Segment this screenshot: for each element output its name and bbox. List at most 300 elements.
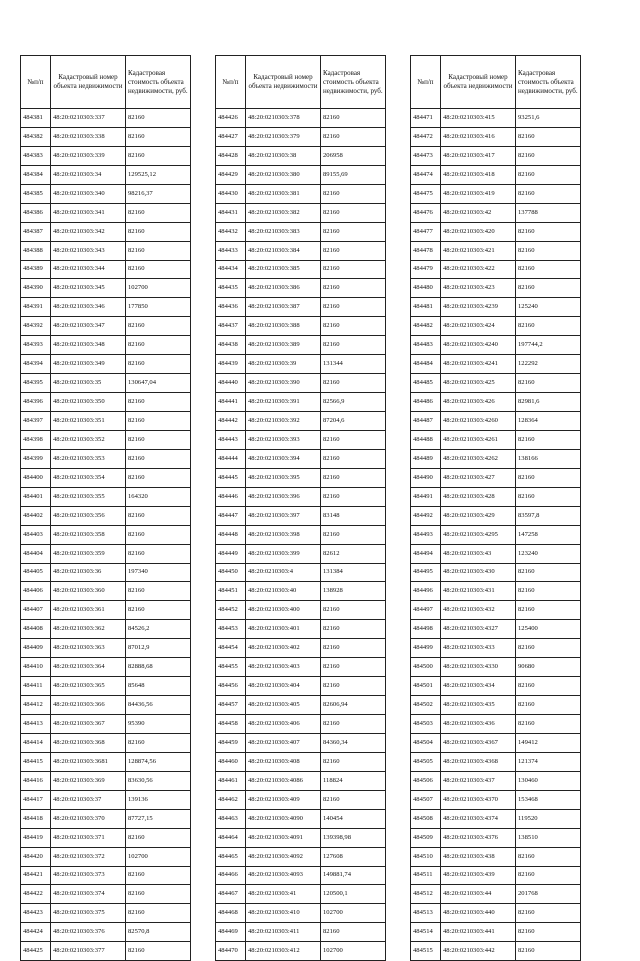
- cadastral-number: 48:20:0210303:440: [441, 904, 516, 923]
- table-row: [21, 696, 191, 715]
- cadastral-number: 48:20:0210303:341: [51, 203, 126, 222]
- table-row: [216, 601, 386, 620]
- row-number: 484384: [21, 165, 51, 184]
- row-number: 484498: [411, 620, 441, 639]
- table-row: [411, 468, 581, 487]
- table-row: [411, 904, 581, 923]
- cadastral-number: 48:20:0210303:354: [51, 468, 126, 487]
- row-number: 484436: [216, 298, 246, 317]
- cadastral-number: 48:20:0210303:4376: [441, 828, 516, 847]
- cadastral-number: 48:20:0210303:401: [246, 620, 321, 639]
- table-row: [216, 222, 386, 241]
- cadastral-cost: 82160: [321, 620, 386, 639]
- cadastral-number: 48:20:0210303:4091: [246, 828, 321, 847]
- row-number: 484452: [216, 601, 246, 620]
- cadastral-cost: 82160: [126, 468, 191, 487]
- cadastral-number: 48:20:0210303:383: [246, 222, 321, 241]
- cadastral-number: 48:20:0210303:4374: [441, 809, 516, 828]
- cadastral-number: 48:20:0210303:365: [51, 677, 126, 696]
- cadastral-number: 48:20:0210303:42: [441, 203, 516, 222]
- row-number: 484392: [21, 317, 51, 336]
- cadastral-number: 48:20:0210303:374: [51, 885, 126, 904]
- table-row: [21, 771, 191, 790]
- table-row: [411, 885, 581, 904]
- cadastral-cost: 82160: [321, 127, 386, 146]
- cadastral-cost: 82160: [126, 544, 191, 563]
- table-row: [411, 696, 581, 715]
- cadastral-cost: 98216,37: [126, 184, 191, 203]
- cadastral-cost: 125240: [516, 298, 581, 317]
- table-row: [411, 336, 581, 355]
- table-row: [21, 601, 191, 620]
- table-row: [216, 317, 386, 336]
- row-number: 484383: [21, 146, 51, 165]
- row-number: 484446: [216, 487, 246, 506]
- cadastral-number: 48:20:0210303:389: [246, 336, 321, 355]
- table-row: [21, 658, 191, 677]
- table-row: [216, 525, 386, 544]
- row-number: 484510: [411, 847, 441, 866]
- cadastral-number: 48:20:0210303:37: [51, 790, 126, 809]
- cadastral-number: 48:20:0210303:438: [441, 847, 516, 866]
- cadastral-cost: 82160: [321, 336, 386, 355]
- row-number: 484431: [216, 203, 246, 222]
- cadastral-number: 48:20:0210303:402: [246, 639, 321, 658]
- table-row: [21, 904, 191, 923]
- cadastral-number: 48:20:0210303:3681: [51, 752, 126, 771]
- cadastral-cost: 82160: [321, 203, 386, 222]
- table-row: [411, 317, 581, 336]
- row-number: 484445: [216, 468, 246, 487]
- cadastral-number: 48:20:0210303:409: [246, 790, 321, 809]
- table-row: [411, 241, 581, 260]
- cadastral-number: 48:20:0210303:356: [51, 506, 126, 525]
- table-row: [411, 355, 581, 374]
- row-number: 484474: [411, 165, 441, 184]
- cadastral-cost: 82570,8: [126, 923, 191, 942]
- table-row: [216, 677, 386, 696]
- cadastral-number: 48:20:0210303:367: [51, 715, 126, 734]
- row-number: 484434: [216, 260, 246, 279]
- table-row: [21, 336, 191, 355]
- cadastral-number: 48:20:0210303:422: [441, 260, 516, 279]
- cadastral-number: 48:20:0210303:338: [51, 127, 126, 146]
- cadastral-cost: 82160: [126, 146, 191, 165]
- row-number: 484449: [216, 544, 246, 563]
- cadastral-number: 48:20:0210303:362: [51, 620, 126, 639]
- cadastral-number: 48:20:0210303:366: [51, 696, 126, 715]
- cadastral-number: 48:20:0210303:363: [51, 639, 126, 658]
- table-row: [21, 506, 191, 525]
- table-row: [216, 430, 386, 449]
- row-number: 484472: [411, 127, 441, 146]
- row-number: 484477: [411, 222, 441, 241]
- cadastral-cost: 82606,94: [321, 696, 386, 715]
- cadastral-cost: 82160: [321, 279, 386, 298]
- cadastral-cost: 82160: [321, 487, 386, 506]
- cadastral-number: 48:20:0210303:425: [441, 374, 516, 393]
- row-number: 484497: [411, 601, 441, 620]
- cadastral-cost: 82160: [321, 184, 386, 203]
- table-row: [411, 506, 581, 525]
- table-row: [21, 487, 191, 506]
- cadastral-number: 48:20:0210303:412: [246, 942, 321, 961]
- table-row: [216, 184, 386, 203]
- table-row: [21, 715, 191, 734]
- cadastral-cost: 128364: [516, 412, 581, 431]
- table-row: [216, 279, 386, 298]
- cadastral-number: 48:20:0210303:385: [246, 260, 321, 279]
- table-row: [411, 563, 581, 582]
- cadastral-number: 48:20:0210303:4090: [246, 809, 321, 828]
- cadastral-number: 48:20:0210303:400: [246, 601, 321, 620]
- row-number: 484398: [21, 430, 51, 449]
- table-row: [411, 942, 581, 961]
- table-row: [216, 696, 386, 715]
- table-row: [21, 677, 191, 696]
- row-number: 484417: [21, 790, 51, 809]
- table-row: [21, 866, 191, 885]
- cadastral-number: 48:20:0210303:380: [246, 165, 321, 184]
- row-number: 484509: [411, 828, 441, 847]
- cadastral-cost: 82160: [321, 449, 386, 468]
- cadastral-cost: 82160: [126, 828, 191, 847]
- table-row: [216, 336, 386, 355]
- table-row: [21, 165, 191, 184]
- cadastral-cost: 82160: [516, 374, 581, 393]
- row-number: 484457: [216, 696, 246, 715]
- cadastral-number: 48:20:0210303:416: [441, 127, 516, 146]
- cadastral-cost: 82160: [126, 355, 191, 374]
- table-row: [216, 260, 386, 279]
- table-row: [411, 923, 581, 942]
- table-row: [216, 828, 386, 847]
- cadastral-number: 48:20:0210303:360: [51, 582, 126, 601]
- row-number: 484426: [216, 109, 246, 128]
- cadastral-cost: 82160: [516, 866, 581, 885]
- row-number: 484438: [216, 336, 246, 355]
- row-number: 484401: [21, 487, 51, 506]
- cadastral-number: 48:20:0210303:433: [441, 639, 516, 658]
- cadastral-cost: 197744,2: [516, 336, 581, 355]
- row-number: 484511: [411, 866, 441, 885]
- table-row: [411, 222, 581, 241]
- row-number: 484453: [216, 620, 246, 639]
- row-number: 484405: [21, 563, 51, 582]
- table-row: [21, 393, 191, 412]
- cadastral-number: 48:20:0210303:372: [51, 847, 126, 866]
- cadastral-cost: 82981,6: [516, 393, 581, 412]
- row-number: 484447: [216, 506, 246, 525]
- cadastral-cost: 82160: [126, 430, 191, 449]
- cadastral-cost: 82160: [321, 241, 386, 260]
- table-row: [411, 715, 581, 734]
- cadastral-cost: 102700: [126, 847, 191, 866]
- header-number: №п/п: [21, 56, 51, 109]
- row-number: 484512: [411, 885, 441, 904]
- cadastral-cost: 82160: [516, 279, 581, 298]
- table-row: [21, 146, 191, 165]
- row-number: 484423: [21, 904, 51, 923]
- cadastral-number: 48:20:0210303:4: [246, 563, 321, 582]
- row-number: 484478: [411, 241, 441, 260]
- row-number: 484464: [216, 828, 246, 847]
- cadastral-number: 48:20:0210303:43: [441, 544, 516, 563]
- row-number: 484430: [216, 184, 246, 203]
- row-number: 484415: [21, 752, 51, 771]
- table-row: [216, 790, 386, 809]
- cadastral-number: 48:20:0210303:348: [51, 336, 126, 355]
- row-number: 484506: [411, 771, 441, 790]
- cadastral-number: 48:20:0210303:432: [441, 601, 516, 620]
- row-number: 484418: [21, 809, 51, 828]
- row-number: 484454: [216, 639, 246, 658]
- cadastral-number: 48:20:0210303:428: [441, 487, 516, 506]
- cadastral-cost: 82160: [321, 468, 386, 487]
- cadastral-cost: 87012,9: [126, 639, 191, 658]
- cadastral-cost: 138928: [321, 582, 386, 601]
- cadastral-cost: 83630,56: [126, 771, 191, 790]
- table-row: [21, 923, 191, 942]
- row-number: 484514: [411, 923, 441, 942]
- row-number: 484400: [21, 468, 51, 487]
- row-number: 484381: [21, 109, 51, 128]
- cadastral-number: 48:20:0210303:370: [51, 809, 126, 828]
- cadastral-number: 48:20:0210303:437: [441, 771, 516, 790]
- table-row: [216, 241, 386, 260]
- row-number: 484459: [216, 733, 246, 752]
- cadastral-cost: 121374: [516, 752, 581, 771]
- table-row: [411, 203, 581, 222]
- row-number: 484502: [411, 696, 441, 715]
- cadastral-cost: 130460: [516, 771, 581, 790]
- cadastral-number: 48:20:0210303:4240: [441, 336, 516, 355]
- row-number: 484440: [216, 374, 246, 393]
- table-header-row: [216, 56, 386, 109]
- cadastral-table-3: [410, 55, 581, 961]
- table-row: [21, 184, 191, 203]
- cadastral-number: 48:20:0210303:373: [51, 866, 126, 885]
- cadastral-cost: 123240: [516, 544, 581, 563]
- cadastral-number: 48:20:0210303:339: [51, 146, 126, 165]
- cadastral-number: 48:20:0210303:376: [51, 923, 126, 942]
- cadastral-number: 48:20:0210303:408: [246, 752, 321, 771]
- table-row: [216, 923, 386, 942]
- cadastral-number: 48:20:0210303:435: [441, 696, 516, 715]
- cadastral-cost: 82160: [126, 241, 191, 260]
- table-row: [21, 752, 191, 771]
- cadastral-number: 48:20:0210303:350: [51, 393, 126, 412]
- row-number: 484451: [216, 582, 246, 601]
- table-header-row: [21, 56, 191, 109]
- table-row: [411, 109, 581, 128]
- cadastral-number: 48:20:0210303:384: [246, 241, 321, 260]
- row-number: 484450: [216, 563, 246, 582]
- cadastral-number: 48:20:0210303:395: [246, 468, 321, 487]
- row-number: 484404: [21, 544, 51, 563]
- row-number: 484428: [216, 146, 246, 165]
- cadastral-cost: 82160: [321, 923, 386, 942]
- cadastral-cost: 82160: [516, 165, 581, 184]
- row-number: 484432: [216, 222, 246, 241]
- row-number: 484467: [216, 885, 246, 904]
- row-number: 484402: [21, 506, 51, 525]
- row-number: 484429: [216, 165, 246, 184]
- table-row: [21, 790, 191, 809]
- table-row: [216, 374, 386, 393]
- table-row: [411, 847, 581, 866]
- row-number: 484473: [411, 146, 441, 165]
- header-cadastral-cost: Кадастровая стоимость объекта недвижимости, руб.: [516, 56, 581, 109]
- cadastral-number: 48:20:0210303:368: [51, 733, 126, 752]
- cadastral-number: 48:20:0210303:420: [441, 222, 516, 241]
- row-number: 484468: [216, 904, 246, 923]
- cadastral-number: 48:20:0210303:377: [51, 942, 126, 961]
- row-number: 484495: [411, 563, 441, 582]
- table-row: [21, 620, 191, 639]
- cadastral-number: 48:20:0210303:398: [246, 525, 321, 544]
- cadastral-number: 48:20:0210303:404: [246, 677, 321, 696]
- table-row: [411, 582, 581, 601]
- cadastral-cost: 82612: [321, 544, 386, 563]
- cadastral-cost: 82160: [321, 430, 386, 449]
- row-number: 484393: [21, 336, 51, 355]
- table-row: [216, 146, 386, 165]
- table-row: [216, 733, 386, 752]
- table-row: [216, 393, 386, 412]
- cadastral-cost: 128874,56: [126, 752, 191, 771]
- cadastral-number: 48:20:0210303:349: [51, 355, 126, 374]
- row-number: 484504: [411, 733, 441, 752]
- row-number: 484480: [411, 279, 441, 298]
- row-number: 484425: [21, 942, 51, 961]
- table-row: [21, 847, 191, 866]
- cadastral-cost: 84436,56: [126, 696, 191, 715]
- cadastral-number: 48:20:0210303:407: [246, 733, 321, 752]
- cadastral-cost: 153468: [516, 790, 581, 809]
- cadastral-cost: 82160: [516, 582, 581, 601]
- cadastral-number: 48:20:0210303:388: [246, 317, 321, 336]
- row-number: 484403: [21, 525, 51, 544]
- cadastral-cost: 82160: [516, 468, 581, 487]
- cadastral-cost: 82160: [126, 582, 191, 601]
- table-row: [21, 374, 191, 393]
- cadastral-cost: 89155,69: [321, 165, 386, 184]
- row-number: 484412: [21, 696, 51, 715]
- row-number: 484389: [21, 260, 51, 279]
- table-row: [216, 563, 386, 582]
- cadastral-cost: 122292: [516, 355, 581, 374]
- row-number: 484496: [411, 582, 441, 601]
- header-cadastral-cost: Кадастровая стоимость объекта недвижимости, руб.: [321, 56, 386, 109]
- table-row: [216, 809, 386, 828]
- table-row: [21, 563, 191, 582]
- cadastral-number: 48:20:0210303:36: [51, 563, 126, 582]
- cadastral-cost: 127608: [321, 847, 386, 866]
- cadastral-cost: 82160: [126, 127, 191, 146]
- table-row: [216, 127, 386, 146]
- cadastral-cost: 147258: [516, 525, 581, 544]
- cadastral-cost: 82160: [321, 715, 386, 734]
- row-number: 484441: [216, 393, 246, 412]
- table-row: [216, 109, 386, 128]
- row-number: 484448: [216, 525, 246, 544]
- cadastral-number: 48:20:0210303:391: [246, 393, 321, 412]
- cadastral-number: 48:20:0210303:441: [441, 923, 516, 942]
- cadastral-table-1: [20, 55, 191, 961]
- cadastral-number: 48:20:0210303:347: [51, 317, 126, 336]
- row-number: 484461: [216, 771, 246, 790]
- row-number: 484494: [411, 544, 441, 563]
- cadastral-cost: 82160: [516, 146, 581, 165]
- header-cadastral-number: Кадастровый номер объекта недвижимости: [246, 56, 321, 109]
- cadastral-number: 48:20:0210303:4239: [441, 298, 516, 317]
- cadastral-number: 48:20:0210303:358: [51, 525, 126, 544]
- cadastral-number: 48:20:0210303:343: [51, 241, 126, 260]
- cadastral-cost: 118824: [321, 771, 386, 790]
- cadastral-number: 48:20:0210303:419: [441, 184, 516, 203]
- row-number: 484411: [21, 677, 51, 696]
- table-row: [411, 374, 581, 393]
- row-number: 484499: [411, 639, 441, 658]
- cadastral-cost: 85648: [126, 677, 191, 696]
- table-row: [411, 790, 581, 809]
- cadastral-number: 48:20:0210303:355: [51, 487, 126, 506]
- table-row: [411, 393, 581, 412]
- cadastral-cost: 82160: [126, 506, 191, 525]
- cadastral-number: 48:20:0210303:40: [246, 582, 321, 601]
- row-number: 484388: [21, 241, 51, 260]
- table-row: [411, 677, 581, 696]
- cadastral-number: 48:20:0210303:345: [51, 279, 126, 298]
- cadastral-cost: 82160: [516, 317, 581, 336]
- cadastral-number: 48:20:0210303:353: [51, 449, 126, 468]
- table-row: [216, 885, 386, 904]
- cadastral-number: 48:20:0210303:44: [441, 885, 516, 904]
- cadastral-cost: 82160: [516, 430, 581, 449]
- table-row: [21, 260, 191, 279]
- row-number: 484386: [21, 203, 51, 222]
- cadastral-cost: 82160: [516, 696, 581, 715]
- row-number: 484421: [21, 866, 51, 885]
- table-row: [21, 885, 191, 904]
- cadastral-cost: 82160: [516, 563, 581, 582]
- cadastral-number: 48:20:0210303:375: [51, 904, 126, 923]
- cadastral-cost: 149881,74: [321, 866, 386, 885]
- cadastral-number: 48:20:0210303:346: [51, 298, 126, 317]
- cadastral-cost: 82888,68: [126, 658, 191, 677]
- cadastral-cost: 82160: [321, 601, 386, 620]
- row-number: 484492: [411, 506, 441, 525]
- cadastral-cost: 137788: [516, 203, 581, 222]
- table-row: [411, 658, 581, 677]
- cadastral-cost: 140454: [321, 809, 386, 828]
- table-row: [411, 809, 581, 828]
- cadastral-number: 48:20:0210303:4261: [441, 430, 516, 449]
- cadastral-number: 48:20:0210303:411: [246, 923, 321, 942]
- cadastral-cost: 130647,04: [126, 374, 191, 393]
- table-row: [216, 544, 386, 563]
- cadastral-cost: 82160: [321, 317, 386, 336]
- cadastral-cost: 87727,15: [126, 809, 191, 828]
- cadastral-number: 48:20:0210303:369: [51, 771, 126, 790]
- cadastral-cost: 138510: [516, 828, 581, 847]
- cadastral-cost: 102700: [126, 279, 191, 298]
- row-number: 484442: [216, 412, 246, 431]
- header-cadastral-number: Кадастровый номер объекта недвижимости: [51, 56, 126, 109]
- cadastral-number: 48:20:0210303:41: [246, 885, 321, 904]
- cadastral-number: 48:20:0210303:4262: [441, 449, 516, 468]
